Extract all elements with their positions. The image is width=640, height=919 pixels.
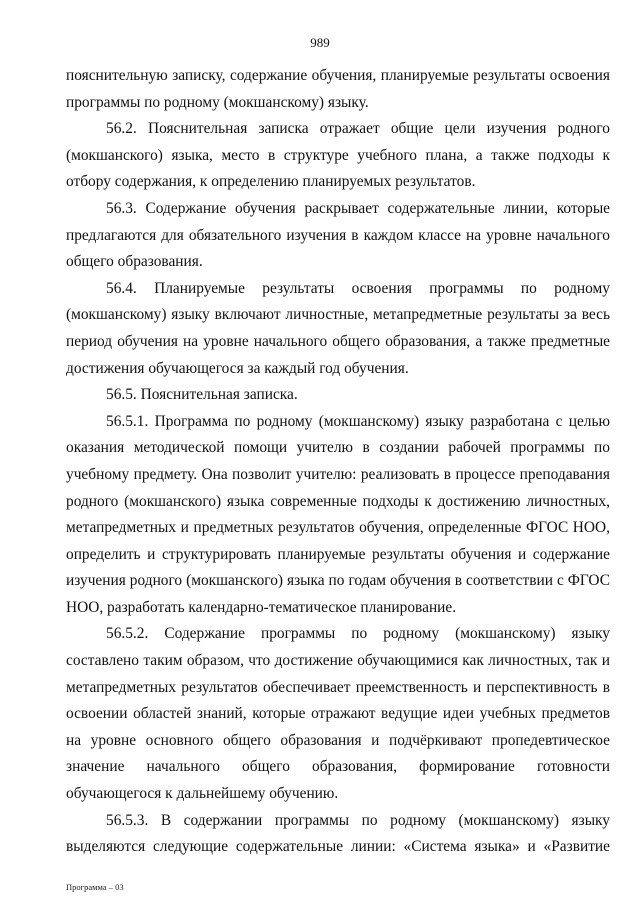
paragraph-56-4: 56.4. Планируемые результаты освоения программы по родному (мокшанскому) языку включают личностные, метапредметные результаты за весь период обучения на уровне начального общего образования, а также предметные достижения обучающегося за каждый год обучения. <box>66 279 610 377</box>
paragraph-56-5-3: 56.5.3. В содержании программы по родному (мокшанскому) языку выделяются следующие содержательные линии: «Система языка» и «Развитие <box>66 811 610 856</box>
paragraph-56-2: 56.2. Пояснительная записка отражает общие цели изучения родного (мокшанского) языка, место в структуре учебного плана, а также подходы к отбору содержания, к определению планируемых результатов. <box>66 120 610 191</box>
paragraph-56-3: 56.3. Содержание обучения раскрывает содержательные линии, которые предлагаются для обязательного изучения в каждом классе на уровне начального общего образования. <box>66 199 610 271</box>
paragraph-56-5-2: 56.5.2. Содержание программы по родному (мокшанскому) языку составлено таким образом, что достижение обучающимися как личностных, так и метапредметных результатов обеспечивает преемственность и перспективность в освоении областей знаний, которые отражают ведущие идеи учебных предметов на уровне основного общего образования и подчёркивают пропедевтическое значение начального общего образования, формирование готовности обучающегося к дальнейшему обучению. <box>66 625 610 803</box>
paragraph-56-5-1: 56.5.1. Программа по родному (мокшанскому) языку разработана с целью оказания методической помощи учителю в создании рабочей программы по учебному предмету. Она позволит учителю: реализовать в процессе преподавания родного (мокшанского) языка современные подходы к достижению личностных, метапредметных и предметных результатов обучения, определенные ФГОС НОО, определить и структурировать планируемые результаты обучения и содержание изучения родного (мокшанского) языка по годам обучения в соответствии с ФГОС НОО, разработать календарно-тематическое планирование. <box>66 412 610 616</box>
paragraph-56-5: 56.5. Пояснительная записка. <box>106 386 298 404</box>
paragraph-continuation: пояснительную записку, содержание обучения, планируемые результаты освоения программы по родному (мокшанскому) языку. <box>66 67 610 111</box>
document-body <box>66 63 610 861</box>
page-number: 989 <box>310 35 330 50</box>
page-footer: Программа – 03 <box>66 882 124 892</box>
